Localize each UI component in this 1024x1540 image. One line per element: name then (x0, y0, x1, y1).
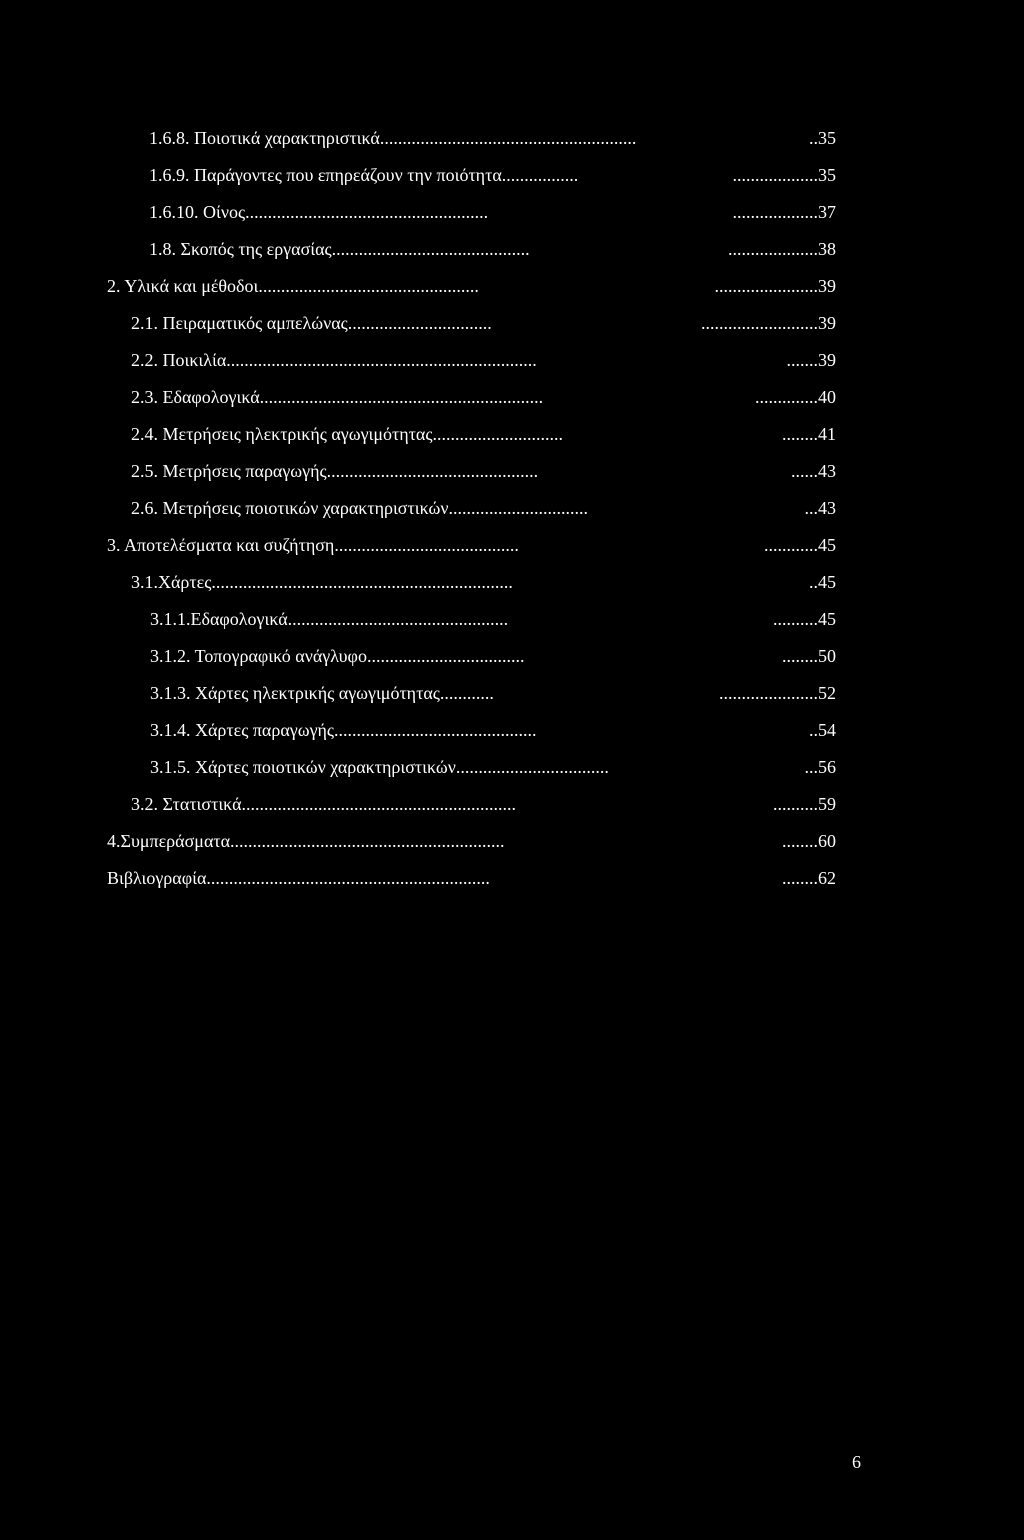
page-number: 6 (852, 1452, 861, 1472)
toc-entry-label: 2.6. Μετρήσεις ποιοτικών χαρακτηριστικών............................... (131, 498, 588, 518)
table-of-contents (0, 120, 1024, 897)
toc-entry-page: ..45 (809, 572, 836, 592)
toc-entry-page: ..............40 (755, 387, 836, 407)
toc-entry-label: 1.6.10. Οίνος...................................................... (149, 202, 489, 222)
toc-entry (0, 157, 1024, 194)
toc-entry-label: 2. Υλικά και μέθοδοι................................................. (107, 276, 479, 296)
toc-entry-page: ............45 (764, 535, 836, 555)
toc-entry-label: 2.4. Μετρήσεις ηλεκτρικής αγωγιμότητας............................. (131, 424, 563, 444)
toc-entry-page: ........41 (782, 424, 836, 444)
toc-entry (0, 416, 1024, 453)
toc-entry-label: 3.1.Χάρτες................................................................... (131, 572, 513, 592)
toc-entry (0, 786, 1024, 823)
toc-entry-label: 3.1.2. Τοπογραφικό ανάγλυφο................................... (150, 646, 525, 666)
toc-entry-page: ...................35 (732, 165, 836, 185)
toc-entry-label: 1.8. Σκοπός της εργασίας............................................ (149, 239, 530, 259)
toc-entry-label: 3.1.3. Χάρτες ηλεκτρικής αγωγιμότητας............ (150, 683, 494, 703)
toc-entry-page: ........60 (782, 831, 836, 851)
toc-entry-page: ..........59 (773, 794, 836, 814)
toc-entry-page: ..54 (809, 720, 836, 740)
toc-entry (0, 564, 1024, 601)
toc-entry-label: 3.1.1.Εδαφολογικά................................................. (150, 609, 509, 629)
toc-entry-label: 1.6.9. Παράγοντες που επηρεάζουν την ποιότητα................. (149, 165, 579, 185)
toc-entry (0, 194, 1024, 231)
toc-entry-page: ..35 (809, 128, 836, 148)
toc-entry (0, 860, 1024, 897)
toc-entry (0, 823, 1024, 860)
toc-entry-label: 2.1. Πειραματικός αμπελώνας................................ (131, 313, 492, 333)
toc-entry (0, 305, 1024, 342)
toc-entry (0, 749, 1024, 786)
toc-entry (0, 268, 1024, 305)
toc-entry-page: ....................38 (728, 239, 836, 259)
toc-entry (0, 120, 1024, 157)
toc-entry-page: .......39 (786, 350, 836, 370)
toc-entry-page: ..........45 (773, 609, 836, 629)
toc-entry (0, 601, 1024, 638)
toc-entry-page: ........62 (782, 868, 836, 888)
toc-entry-page: ......................52 (719, 683, 836, 703)
toc-entry-label: 4.Συμπεράσματα............................................................. (107, 831, 505, 851)
toc-entry (0, 231, 1024, 268)
toc-entry-label: 3.1.5. Χάρτες ποιοτικών χαρακτηριστικών.................................. (150, 757, 609, 777)
toc-entry-page: ...................37 (732, 202, 836, 222)
toc-entry-label: 2.2. Ποικιλία..................................................................... (131, 350, 537, 370)
toc-entry (0, 527, 1024, 564)
toc-entry-page: .......................39 (714, 276, 836, 296)
toc-entry (0, 675, 1024, 712)
toc-entry-label: 3.1.4. Χάρτες παραγωγής............................................. (150, 720, 537, 740)
toc-entry-label: 1.6.8. Ποιοτικά χαρακτηριστικά......................................................... (149, 128, 637, 148)
toc-entry (0, 638, 1024, 675)
toc-entry-page: ...56 (804, 757, 836, 777)
toc-entry-label: Βιβλιογραφία............................................................... (107, 868, 490, 888)
toc-entry (0, 379, 1024, 416)
toc-entry-page: ......43 (791, 461, 836, 481)
toc-entry (0, 490, 1024, 527)
toc-entry (0, 712, 1024, 749)
toc-entry-label: 3.2. Στατιστικά............................................................. (131, 794, 517, 814)
toc-entry-page: ........50 (782, 646, 836, 666)
toc-entry-label: 3. Αποτελέσματα και συζήτηση......................................... (107, 535, 519, 555)
toc-entry-label: 2.3. Εδαφολογικά............................................................... (131, 387, 544, 407)
toc-entry-label: 2.5. Μετρήσεις παραγωγής............................................... (131, 461, 539, 481)
toc-entry-page: ..........................39 (701, 313, 836, 333)
toc-entry (0, 342, 1024, 379)
toc-entry-page: ...43 (804, 498, 836, 518)
toc-entry (0, 453, 1024, 490)
